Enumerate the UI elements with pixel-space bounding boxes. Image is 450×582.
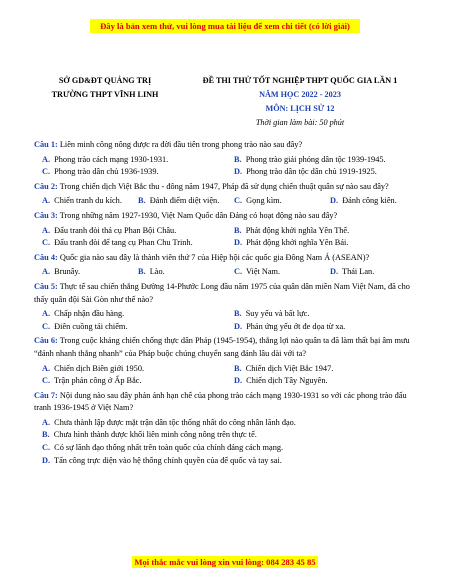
answer-options: [34, 225, 419, 250]
answer-option: [34, 225, 226, 238]
option-text: Chưa thành lập được mặt trận dân tộc thống nhất do công nhân lãnh đạo.: [54, 417, 296, 427]
option-letter: D.: [234, 238, 243, 248]
answer-options: [34, 195, 419, 208]
exam-info-block: [180, 74, 420, 130]
answer-option: [34, 237, 226, 250]
answer-option: [226, 195, 322, 208]
option-letter: A.: [42, 196, 51, 206]
question-text: Quốc gia nào sau đây là thành viên thứ 7 của Hiệp hội các quốc gia Đông Nam Á (ASEAN)?: [59, 252, 370, 262]
option-text: Gọng kìm.: [246, 196, 282, 206]
question-stem: [34, 252, 419, 265]
option-text: Đấu tranh đòi thả cụ Phan Bội Châu.: [54, 225, 177, 235]
answer-option: [226, 321, 419, 334]
option-letter: A.: [42, 309, 51, 319]
option-letter: C.: [234, 196, 243, 206]
question-number: Câu 7:: [34, 390, 58, 400]
option-letter: D.: [234, 167, 243, 177]
question-list: [34, 139, 419, 469]
answer-option: [34, 266, 130, 279]
option-letter: B.: [234, 309, 242, 319]
option-letter: D.: [330, 196, 339, 206]
option-text: Chiến dịch Biên giới 1950.: [54, 363, 145, 373]
answer-options: [34, 308, 419, 333]
option-text: Phát động khởi nghĩa Yên Bái.: [246, 238, 349, 248]
question-number: Câu 1:: [34, 140, 58, 149]
option-text: Suy yếu và bất lực.: [245, 309, 310, 319]
option-text: Chấp nhận đầu hàng.: [54, 309, 125, 319]
question-stem: [34, 335, 419, 360]
answer-option: [34, 166, 226, 179]
option-text: Phong trào dân tộc dân chủ 1919-1925.: [246, 167, 377, 177]
option-text: Phát động khởi nghĩa Yên Thế.: [245, 225, 350, 235]
option-letter: B.: [234, 363, 242, 373]
answer-option: [226, 266, 322, 279]
answer-option: [226, 225, 419, 238]
option-letter: A.: [42, 267, 51, 277]
question-stem: [34, 210, 419, 223]
answer-options: [34, 363, 419, 388]
answer-option: [322, 195, 419, 208]
option-letter: D.: [42, 455, 51, 465]
school-name: TRƯỜNG THPT VĨNH LINH: [51, 90, 159, 99]
answer-option: [34, 442, 419, 455]
question-text: Trong cuộc kháng chiến chống thực dân Pháp (1945-1954), thắng lợi nào quân ta đã làm thất bại âm mưu “đánh nhanh thắng nhanh” của Pháp buộc chúng chuyển sang đánh lâu dài với ta?: [34, 336, 410, 358]
answer-options: [34, 266, 419, 279]
question-text: Trong những năm 1927-1930, Việt Nam Quốc dân Đảng có hoạt động nào sau đây?: [59, 210, 338, 220]
option-text: Chiến dịch Tây Nguyên.: [246, 376, 328, 386]
question-number: Câu 3:: [34, 210, 58, 220]
option-text: Chưa hình thành được khối liên minh công nông trên thực tế.: [53, 430, 257, 440]
preview-banner: Đây là bản xem thử, vui lòng mua tài liệu để xem chi tiết (có lời giải): [90, 19, 360, 33]
option-text: Chiến tranh du kích.: [54, 196, 122, 206]
option-text: Thái Lan.: [342, 267, 375, 277]
option-letter: D.: [330, 267, 339, 277]
question-stem: [34, 181, 419, 194]
school-year: NĂM HỌC 2022 - 2023: [259, 90, 341, 99]
question-number: Câu 6:: [34, 336, 58, 346]
option-text: Đánh điểm diệt viện.: [149, 196, 220, 206]
answer-option: [34, 308, 226, 321]
option-letter: C.: [234, 267, 243, 277]
answer-option: [226, 237, 419, 250]
answer-option: [34, 154, 226, 167]
option-text: Việt Nam.: [246, 267, 281, 277]
option-text: Chiến dịch Việt Bắc 1947.: [245, 363, 334, 373]
answer-option: [226, 166, 419, 179]
option-text: Brunây.: [54, 267, 81, 277]
question-text: Nội dung nào sau đây phản ánh hạn chế của phong trào cách mạng 1930-1931 so với các phong trào đấu tranh 1936-1945 ở Việt Nam?: [34, 390, 407, 413]
option-text: Tấn công trực diện vào hệ thống chính quyền của đế quốc và tay sai.: [54, 455, 282, 465]
answer-option: [226, 308, 419, 321]
time-limit: Thời gian làm bài: 50 phút: [255, 118, 345, 127]
question-stem: [34, 390, 419, 415]
option-text: Điên cuồng tái chiếm.: [54, 321, 128, 331]
option-text: Phong trào giải phóng dân tộc 1939-1945.: [245, 154, 386, 164]
option-letter: B.: [234, 154, 242, 164]
answer-option: [34, 195, 130, 208]
option-letter: D.: [234, 376, 243, 386]
answer-option: [34, 429, 419, 442]
option-letter: A.: [42, 417, 51, 427]
contact-footer: [0, 557, 450, 567]
footer-text: Mọi thắc mắc vui lòng xin vui lòng: 084 283 45 85: [134, 557, 316, 567]
option-letter: A.: [42, 363, 51, 373]
option-letter: C.: [42, 238, 51, 248]
question-number: Câu 2:: [34, 181, 58, 191]
option-letter: B.: [234, 225, 242, 235]
question-text: Trong chiến dịch Việt Bắc thu - đông năm 1947, Pháp đã sử dụng chiến thuật quân sự nào sau đây?: [59, 181, 389, 191]
option-letter: A.: [42, 154, 51, 164]
exam-title: ĐỀ THI THỬ TỐT NGHIỆP THPT QUỐC GIA LẦN 1: [202, 76, 398, 85]
answer-option: [226, 363, 419, 376]
answer-options: [34, 154, 419, 179]
option-text: Phong trào dân chủ 1936-1939.: [54, 167, 159, 177]
option-text: Có sự lãnh đạo thống nhất trên toàn quốc của chính đảng cách mạng.: [54, 443, 284, 453]
question-text: Thực tế sau chiến thắng Đường 14-Phước Long đầu năm 1975 của quân dân miền Nam Việt Nam, đã cho thấy quân đội Sài Gòn như thế nào?: [34, 281, 410, 304]
answer-option: [322, 266, 419, 279]
option-letter: C.: [42, 376, 51, 386]
question-number: Câu 5:: [34, 281, 58, 291]
department-name: SỞ GD&ĐT QUẢNG TRỊ: [58, 76, 152, 85]
option-letter: B.: [138, 196, 146, 206]
answer-option: [34, 455, 419, 468]
option-text: Đánh công kiên.: [342, 196, 397, 206]
answer-option: [130, 266, 226, 279]
option-letter: C.: [42, 167, 51, 177]
question-number: Câu 4:: [34, 252, 58, 262]
option-letter: C.: [42, 321, 51, 331]
option-letter: C.: [42, 443, 51, 453]
option-letter: D.: [234, 321, 243, 331]
question-text: Liên minh công nông được ra đời đầu tiên trong phong trào nào sau đây?: [59, 140, 303, 149]
answer-option: [226, 375, 419, 388]
option-text: Đấu tranh đòi để tang cụ Phan Chu Trinh.: [54, 238, 193, 248]
question-stem: [34, 139, 419, 152]
answer-option: [226, 154, 419, 167]
answer-option: [130, 195, 226, 208]
school-block: [30, 74, 180, 102]
option-letter: B.: [138, 267, 146, 277]
option-text: Phản ứng yếu ớt đe dọa từ xa.: [246, 321, 346, 331]
option-letter: A.: [42, 225, 51, 235]
option-text: Phong trào cách mạng 1930-1931.: [54, 154, 169, 164]
answer-option: [34, 375, 226, 388]
option-text: Lào.: [149, 267, 165, 277]
option-text: Trận phản công ở Ấp Bắc.: [54, 376, 142, 386]
subject-name: MÔN: LỊCH SỬ 12: [265, 104, 335, 113]
answer-option: [34, 321, 226, 334]
option-letter: B.: [42, 430, 50, 440]
answer-option: [34, 417, 419, 430]
answer-option: [34, 363, 226, 376]
answer-options: [34, 417, 419, 467]
question-stem: [34, 281, 419, 306]
